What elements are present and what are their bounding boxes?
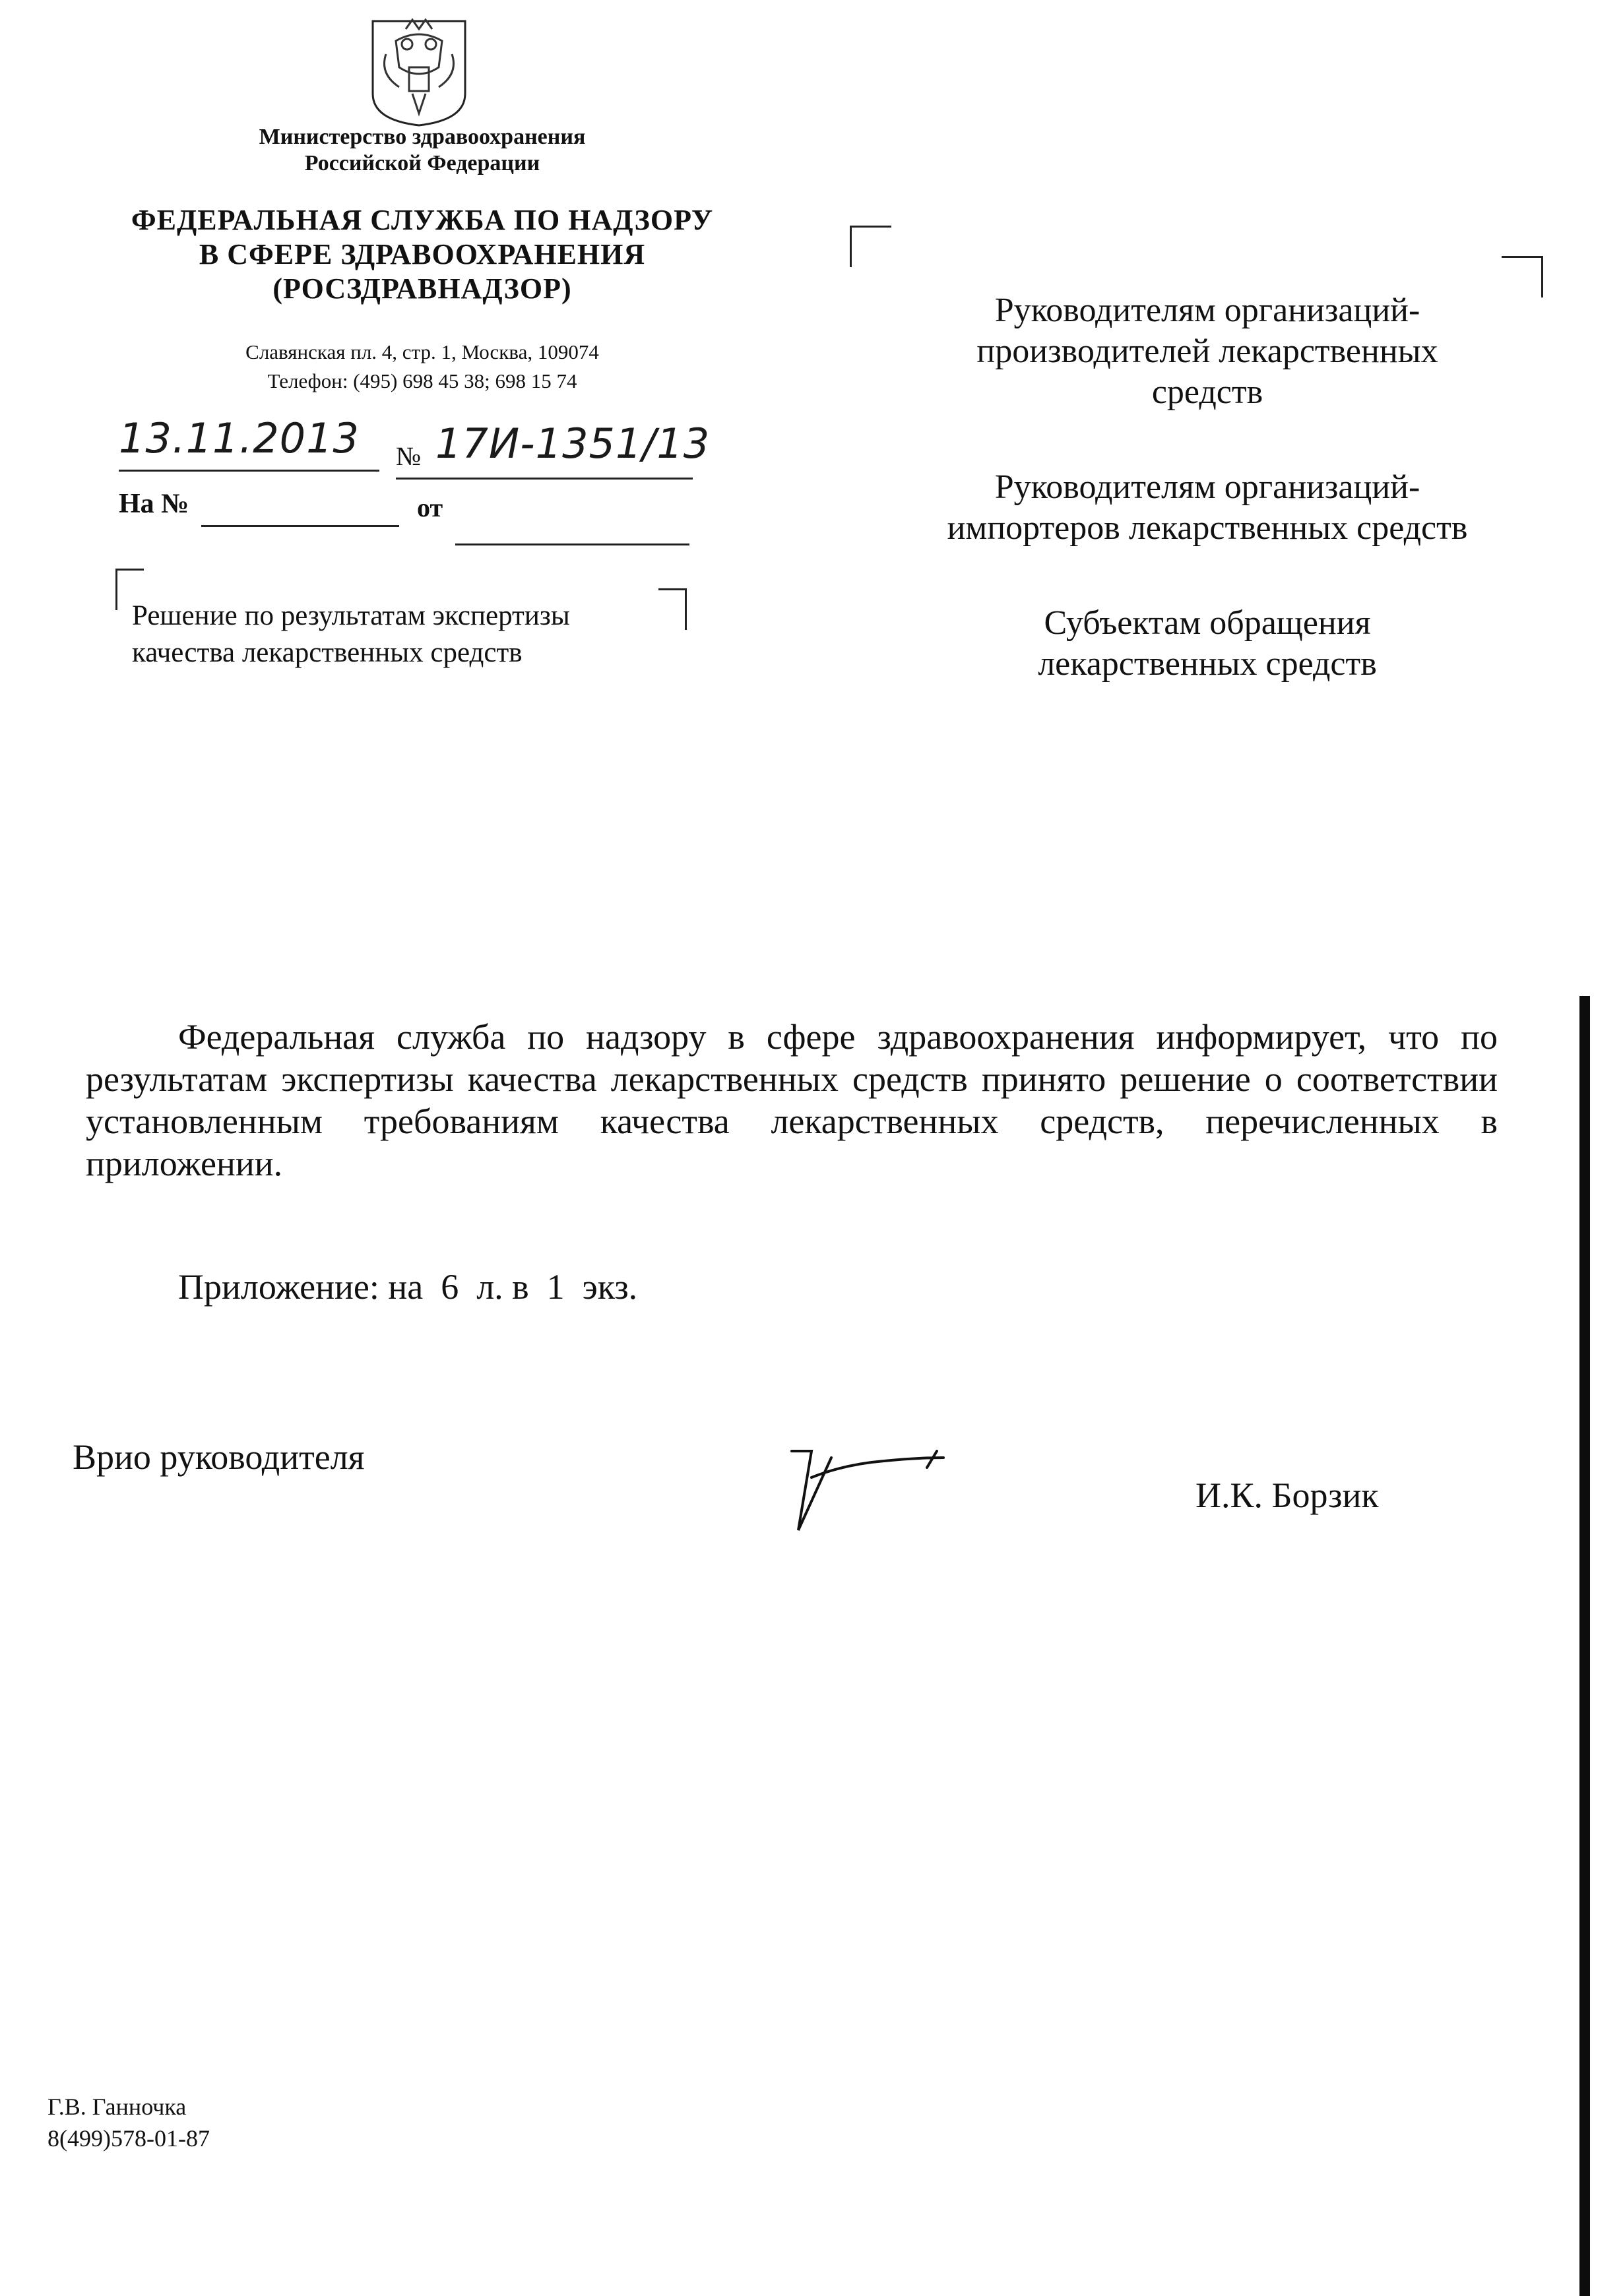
attachment-note: Приложение: на 6 л. в 1 экз. <box>178 1267 638 1307</box>
recipient-line: лекарственных средств <box>1038 645 1377 683</box>
number-label: № <box>396 441 422 471</box>
ministry-line-1: Министерство здравоохранения <box>259 125 586 149</box>
service-line-3: (РОСЗДРАВНАДЗОР) <box>272 272 572 305</box>
executor-name: Г.В. Ганночка <box>48 2094 187 2120</box>
signature-icon <box>785 1438 963 1537</box>
service-name <box>99 203 746 306</box>
signatory-title: Врио руководителя <box>73 1437 365 1477</box>
subject-line-1: Решение по результатам экспертизы <box>132 600 570 631</box>
recipient-subjects <box>851 603 1564 685</box>
address-block <box>132 338 713 396</box>
coat-of-arms-icon <box>360 15 478 127</box>
recipient-line: Руководителям организаций- <box>994 292 1420 329</box>
number-underline <box>396 478 693 480</box>
document-number: 17И-1351/13 <box>435 419 711 468</box>
reference-underline <box>201 525 399 527</box>
from-label: от <box>417 493 443 522</box>
recipient-line: Субъектам обращения <box>1044 604 1371 642</box>
phone: Телефон: (495) 698 45 38; 698 15 74 <box>267 369 577 392</box>
from-underline <box>455 543 689 545</box>
subject-line-2: качества лекарственных средств <box>132 637 523 668</box>
document-date: 13.11.2013 <box>119 414 360 462</box>
recipients-block <box>851 290 1564 739</box>
recipient-line: Руководителям организаций- <box>994 468 1420 506</box>
recipient-line: производителей лекарственных <box>976 332 1438 370</box>
service-line-2: В СФЕРЕ ЗДРАВООХРАНЕНИЯ <box>199 238 646 270</box>
reference-label: На № <box>119 489 189 519</box>
date-underline <box>119 470 379 472</box>
executor-phone: 8(499)578-01-87 <box>48 2125 210 2152</box>
document-subject <box>132 598 673 671</box>
recipient-bracket-left <box>850 226 891 267</box>
recipient-manufacturers <box>851 290 1564 413</box>
ministry-name <box>132 124 713 177</box>
ministry-line-2: Российской Федерации <box>304 151 540 175</box>
signatory-name: И.К. Борзик <box>1195 1475 1379 1515</box>
executor-block <box>48 2091 210 2154</box>
recipient-importers <box>851 467 1564 549</box>
recipient-line: импортеров лекарственных средств <box>947 509 1468 547</box>
letter-body: Федеральная служба по надзору в сфере здравоохранения информирует, что по результатам экспертизы качества лекарственных средств принято решение о соответствии установленным требованиям качества лекарственных средств, перечисленных в приложении. <box>86 1017 1498 1183</box>
scan-edge-bar <box>1579 996 1590 2296</box>
service-line-1: ФЕДЕРАЛЬНАЯ СЛУЖБА ПО НАДЗОРУ <box>131 204 714 236</box>
address: Славянская пл. 4, стр. 1, Москва, 109074 <box>245 340 599 363</box>
recipient-line: средств <box>1151 373 1263 411</box>
